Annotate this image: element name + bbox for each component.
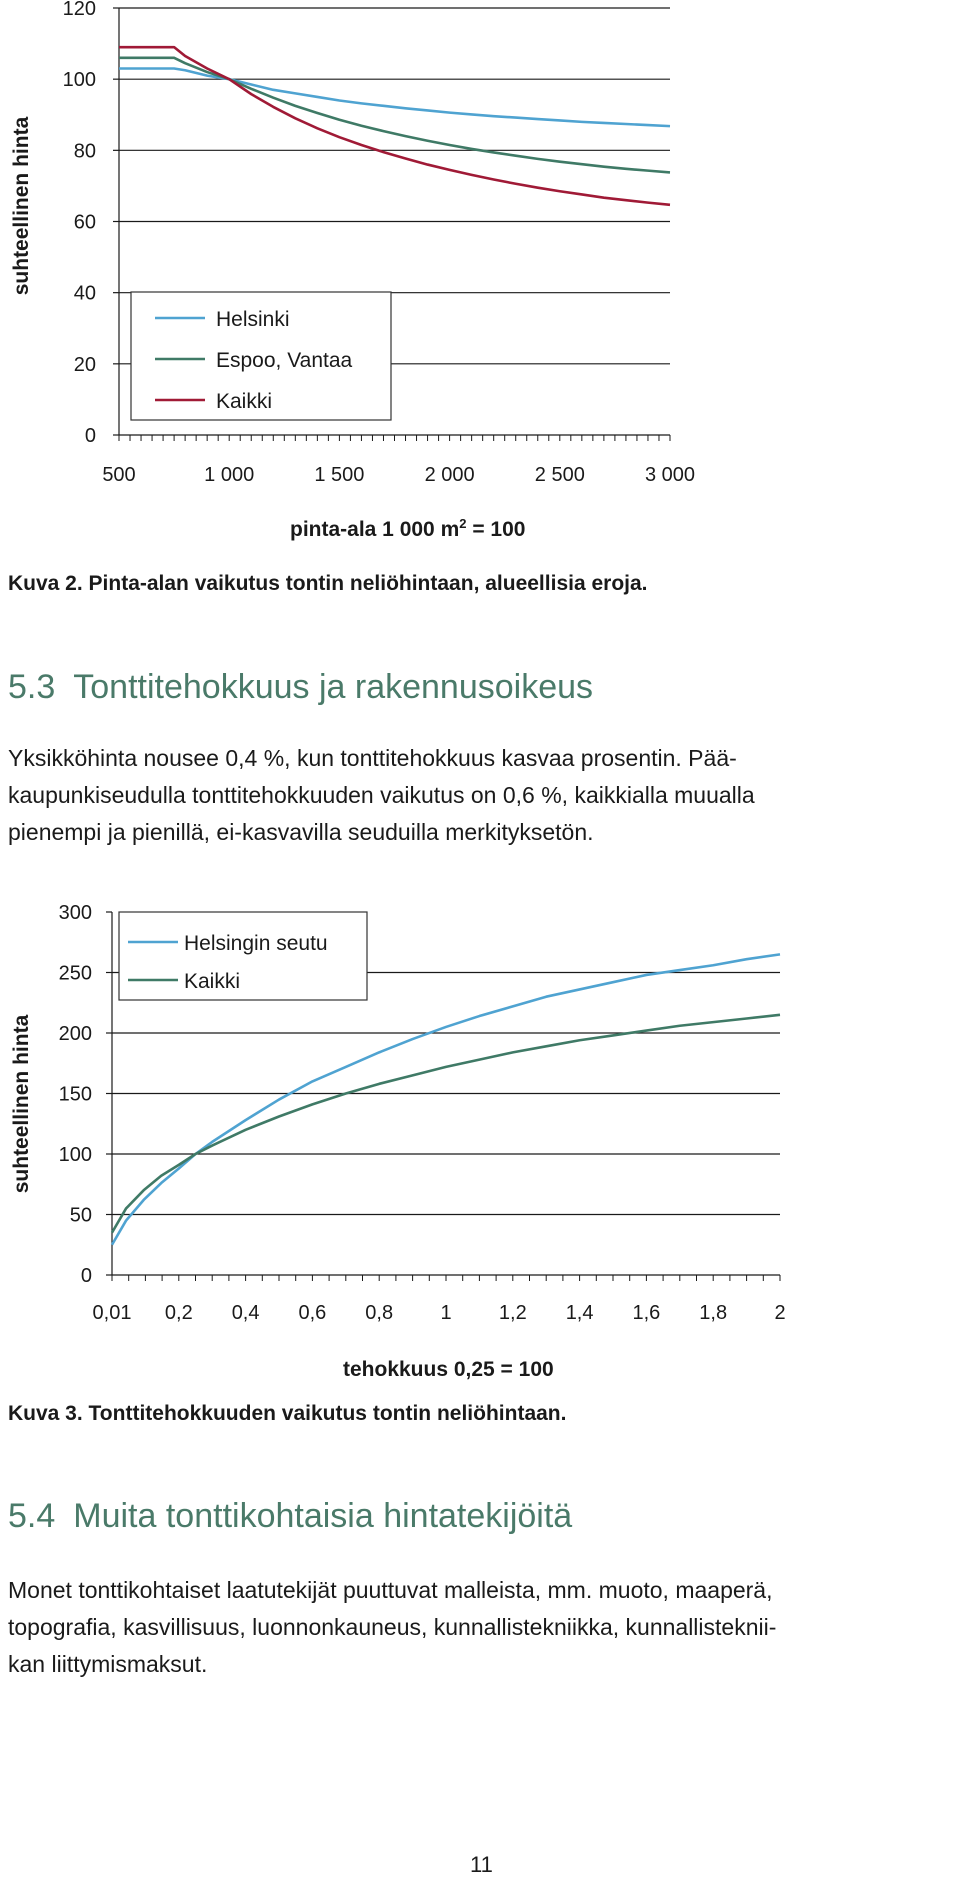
- paragraph-line: kaupunkiseudulla tonttitehokkuuden vaikutus on 0,6 %, kaikkialla muualla: [8, 782, 755, 808]
- paragraph-line: kan liittymismaksut.: [8, 1651, 208, 1677]
- y-tick-label: 120: [62, 0, 96, 20]
- chart1-xlabel-main: pinta-ala 1 000 m: [290, 518, 460, 541]
- paragraph-line: Yksikköhinta nousee 0,4 %, kun tonttitehokkuus kasvaa prosentin. Pää-: [8, 745, 737, 771]
- section-title: Tonttitehokkuus ja rakennusoikeus: [73, 668, 594, 706]
- chart1-legend: [131, 292, 391, 420]
- y-tick-label: 20: [73, 353, 96, 376]
- chart2-y-tick-labels: [59, 902, 92, 1287]
- section-heading-5-3: [8, 668, 593, 707]
- chart2-x-tick-labels: [93, 1302, 786, 1324]
- legend-label-1: Helsinki: [216, 308, 290, 331]
- y-tick-label: 50: [69, 1204, 92, 1227]
- x-tick-label: 1 500: [314, 464, 365, 486]
- y-tick-label: 40: [73, 282, 96, 305]
- y-tick-label: 250: [58, 962, 92, 985]
- x-tick-label: 1,8: [699, 1302, 728, 1324]
- paragraph-line: topografia, kasvillisuus, luonnonkauneus, kunnallistekniikka, kunnallisteknii-: [8, 1614, 777, 1640]
- x-tick-label: 0,4: [231, 1302, 260, 1324]
- paragraph-5-3: [8, 740, 953, 851]
- chart1-xlabel-rest: = 100: [466, 518, 526, 541]
- chart2-legend-box: [119, 912, 367, 1000]
- chart2-gridlines: [112, 973, 780, 1215]
- x-tick-label: 500: [102, 464, 136, 486]
- y-tick-label: 80: [73, 140, 96, 163]
- x-tick-label: 0,6: [298, 1302, 327, 1324]
- chart1-series: [119, 47, 670, 205]
- y-tick-label: 200: [58, 1023, 92, 1045]
- chart1-y-axis-label: suhteellinen hinta: [10, 116, 33, 296]
- chart2-x-axis-label: tehokkuus 0,25 = 100: [343, 1358, 554, 1381]
- chart2-legend: [119, 912, 367, 1000]
- section-title: Muita tonttikohtaisia hintatekijöitä: [73, 1497, 573, 1535]
- figure-caption-3: Kuva 3. Tonttitehokkuuden vaikutus tontin neliöhintaan.: [8, 1402, 567, 1425]
- page-number: 11: [470, 1852, 493, 1877]
- chart1-y-tick-labels: [63, 0, 96, 447]
- chart-area-pinta-ala: [0, 0, 960, 510]
- x-tick-label: 1,6: [632, 1302, 661, 1324]
- chart1-x-axis-label: [290, 516, 525, 542]
- chart1-xlabel-sup: 2: [459, 516, 467, 531]
- legend-label-2: Espoo, Vantaa: [216, 349, 353, 372]
- y-tick-label: 300: [58, 902, 92, 924]
- paragraph-5-4: [8, 1572, 953, 1683]
- section-number: 5.3: [8, 668, 56, 706]
- x-tick-label: 1,2: [498, 1302, 527, 1324]
- x-tick-label: 1 000: [204, 464, 255, 486]
- paragraph-line: pienempi ja pienillä, ei-kasvavilla seuduilla merkityksetön.: [8, 819, 594, 845]
- figure-caption-2: Kuva 2. Pinta-alan vaikutus tontin neliöhintaan, alueellisia eroja.: [8, 572, 648, 595]
- y-tick-label: 100: [58, 1144, 92, 1166]
- chart-area-tehokkuus: [0, 880, 960, 1340]
- series-line-2: [112, 1015, 780, 1233]
- section-heading-5-4: [8, 1497, 572, 1536]
- x-tick-label: 1: [440, 1302, 452, 1324]
- x-tick-label: 2 000: [424, 464, 475, 486]
- y-tick-label: 100: [62, 69, 96, 92]
- x-tick-label: 2: [774, 1302, 786, 1324]
- x-tick-label: 0,2: [164, 1302, 193, 1324]
- x-tick-label: 3 000: [644, 464, 696, 486]
- x-tick-label: 1,4: [565, 1302, 594, 1324]
- x-tick-label: 0,01: [92, 1302, 132, 1324]
- y-tick-label: 0: [80, 1265, 92, 1287]
- paragraph-line: Monet tonttikohtaiset laatutekijät puuttuvat malleista, mm. muoto, maaperä,: [8, 1577, 773, 1603]
- chart2-y-axis-label: suhteellinen hinta: [10, 1014, 33, 1194]
- x-tick-label: 2 500: [534, 464, 585, 486]
- series-line-1: [119, 68, 670, 126]
- chart1-x-tick-labels: [102, 464, 695, 486]
- section-number: 5.4: [8, 1497, 56, 1535]
- x-tick-label: 0,8: [365, 1302, 394, 1324]
- y-tick-label: 60: [73, 211, 96, 234]
- y-tick-label: 150: [58, 1083, 92, 1106]
- legend-label-1: Helsingin seutu: [184, 932, 328, 955]
- legend-label-3: Kaikki: [216, 390, 273, 413]
- y-tick-label: 0: [84, 425, 96, 447]
- legend-label-2: Kaikki: [184, 970, 241, 993]
